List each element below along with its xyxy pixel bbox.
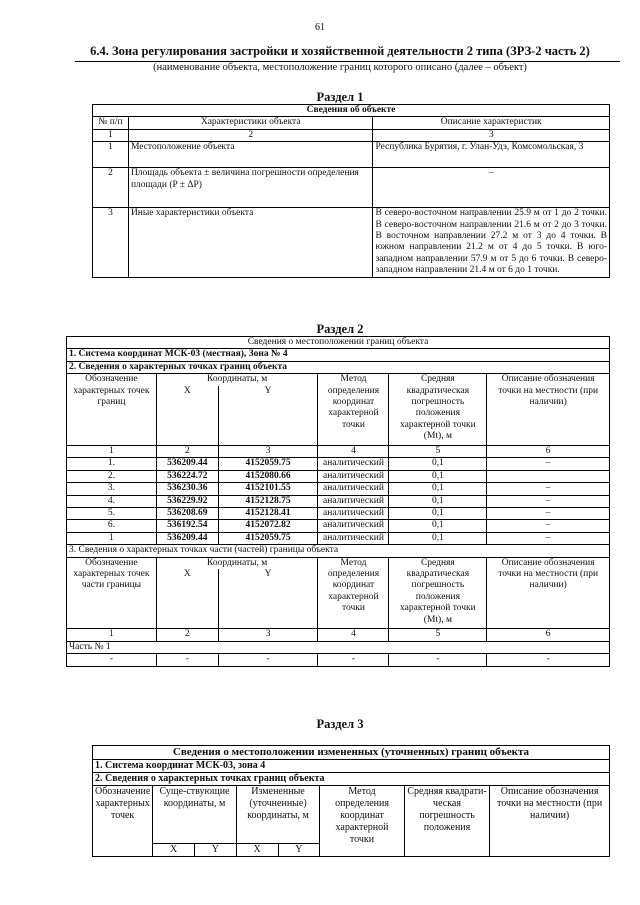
table-row bbox=[67, 532, 610, 544]
col-num: 5 bbox=[389, 629, 487, 641]
row-number: 2 bbox=[93, 168, 129, 208]
x-value: 536229.92 bbox=[156, 495, 218, 507]
col-num: 2 bbox=[156, 629, 218, 641]
part-cell: - bbox=[487, 654, 610, 666]
desc-value: – bbox=[487, 495, 610, 507]
page-subheading: (наименование объекта, местоположение границ которого описано (далее – объект) bbox=[153, 62, 527, 73]
x-value: 536209.44 bbox=[156, 532, 218, 544]
table-row bbox=[67, 495, 610, 507]
changed-boundaries-table bbox=[92, 745, 610, 857]
y-value: 4152101.55 bbox=[218, 483, 318, 495]
col-header-method: Метод определения координат характерной точки bbox=[318, 374, 389, 446]
col-header-coords: Координаты, м bbox=[156, 557, 318, 569]
section1-title: Раздел 1 bbox=[316, 90, 364, 104]
page-number: 61 bbox=[315, 22, 325, 33]
col-header-part-error: Средняя квадратическая погрешность положения характерной точки (Mt), м bbox=[389, 557, 487, 629]
col-header-designation: Обозначение характерных точек bbox=[93, 786, 153, 857]
col-header-desc: Описание обозначения точки на местности (при наличии) bbox=[490, 786, 610, 857]
table-title: Сведения об объекте bbox=[93, 105, 610, 117]
row-number: 1 bbox=[93, 142, 129, 168]
error-value: 0,1 bbox=[389, 458, 487, 470]
row-description: Республика Бурятия, г. Улан-Удэ, Комсомольская, 3 bbox=[373, 142, 610, 168]
row-number: 3 bbox=[93, 208, 129, 277]
col-num: 5 bbox=[389, 446, 487, 458]
error-value: 0,1 bbox=[389, 520, 487, 532]
row-description: – bbox=[373, 168, 610, 208]
table-row bbox=[67, 508, 610, 520]
col-header-desc: Описание обозначения точки на местности (при наличии) bbox=[487, 557, 610, 629]
coord-system: 1. Система координат МСК-03, зона 4 bbox=[93, 760, 610, 773]
col-header-coords: Координаты, м bbox=[156, 374, 318, 386]
part-cell: - bbox=[67, 654, 157, 666]
part-label: Часть № 1 bbox=[67, 641, 610, 653]
point-number: 5. bbox=[67, 508, 157, 520]
desc-value bbox=[487, 470, 610, 482]
col-header-y: Y bbox=[218, 386, 318, 446]
points-heading: 2. Сведения о характерных точках границ объекта bbox=[67, 361, 610, 373]
page-heading: 6.4. Зона регулирования застройки и хозяйственной деятельности 2 типа (ЗРЗ-2 часть 2) bbox=[90, 44, 590, 58]
x-value: 536230.36 bbox=[156, 483, 218, 495]
y-value: 4152128.75 bbox=[218, 495, 318, 507]
col-header-x: X bbox=[236, 844, 278, 857]
table-row bbox=[67, 654, 610, 666]
table-row bbox=[67, 483, 610, 495]
col-header-existing: Суще-ствующие координаты, м bbox=[153, 786, 236, 844]
col-header-y: Y bbox=[195, 844, 237, 857]
x-value: 536224.72 bbox=[156, 470, 218, 482]
desc-value: – bbox=[487, 520, 610, 532]
table-row bbox=[67, 458, 610, 470]
method-value: аналитический bbox=[318, 495, 389, 507]
col-header-num: № п/п bbox=[93, 117, 129, 129]
col-header-description: Описание характеристик bbox=[373, 117, 610, 129]
row-name: Иные характеристики объекта bbox=[128, 208, 373, 277]
col-num: 2 bbox=[128, 129, 373, 141]
table-row bbox=[93, 208, 610, 277]
section3-title: Раздел 3 bbox=[316, 717, 364, 731]
col-header-error: Средняя квадратическая погрешность положения характерной точки (Mt), м bbox=[389, 374, 487, 446]
part-cell: - bbox=[318, 654, 389, 666]
col-num: 6 bbox=[487, 629, 610, 641]
coord-system: 1. Система координат МСК-03 (местная), Зона № 4 bbox=[67, 349, 610, 361]
point-number: 1 bbox=[67, 532, 157, 544]
col-header-designation: Обозначение характерных точек границ bbox=[67, 374, 157, 446]
col-num: 4 bbox=[318, 629, 389, 641]
col-num: 1 bbox=[67, 629, 157, 641]
row-name: Местоположение объекта bbox=[128, 142, 373, 168]
y-value: 4152059.75 bbox=[218, 532, 318, 544]
col-header-error: Средняя квадрати-ческая погрешность положения bbox=[404, 786, 489, 857]
col-header-x: X bbox=[153, 844, 195, 857]
y-value: 4152080.66 bbox=[218, 470, 318, 482]
point-number: 3. bbox=[67, 483, 157, 495]
table-title: Сведения о местоположении границ объекта bbox=[67, 337, 610, 349]
table-row bbox=[67, 470, 610, 482]
desc-value: – bbox=[487, 532, 610, 544]
method-value: аналитический bbox=[318, 532, 389, 544]
part-cell: - bbox=[389, 654, 487, 666]
col-num: 1 bbox=[67, 446, 157, 458]
method-value: аналитический bbox=[318, 458, 389, 470]
col-header-y: Y bbox=[278, 844, 320, 857]
y-value: 4152072.82 bbox=[218, 520, 318, 532]
table-row bbox=[93, 142, 610, 168]
method-value: аналитический bbox=[318, 520, 389, 532]
col-header-x: X bbox=[156, 569, 218, 629]
desc-value: – bbox=[487, 458, 610, 470]
x-value: 536192.54 bbox=[156, 520, 218, 532]
desc-value: – bbox=[487, 483, 610, 495]
object-info-table bbox=[92, 104, 610, 278]
error-value: 0,1 bbox=[389, 532, 487, 544]
section2-title: Раздел 2 bbox=[316, 322, 364, 336]
point-number: 4. bbox=[67, 495, 157, 507]
col-header-method: Метод определения координат характерной точки bbox=[318, 557, 389, 629]
row-description: В северо-восточном направлении 25.9 м от 1 до 2 точки. В северо-восточном направлении 21.6 м от 2 до 3 точки. В восточном направлении 27.2 м от 3 до 4 точки. В южном направлении 21.2 м от 4 до 5 точки. В юго-западном направлении 57.9 м от 5 до 6 точки. В северо-западном направлении 21.4 м от 6 до 1 точки. bbox=[373, 208, 610, 277]
y-value: 4152128.41 bbox=[218, 508, 318, 520]
error-value: 0,1 bbox=[389, 483, 487, 495]
col-num: 4 bbox=[318, 446, 389, 458]
method-value: аналитический bbox=[318, 470, 389, 482]
table-title: Сведения о местоположении измененных (уточненных) границ объекта bbox=[93, 746, 610, 760]
col-header-x: X bbox=[156, 386, 218, 446]
col-header-characteristic: Характеристики объекта bbox=[128, 117, 373, 129]
method-value: аналитический bbox=[318, 508, 389, 520]
method-value: аналитический bbox=[318, 483, 389, 495]
col-num: 3 bbox=[218, 629, 318, 641]
col-header-part-designation: Обозначение характерных точек части границы bbox=[67, 557, 157, 629]
col-header-method: Метод определения координат характерной точки bbox=[320, 786, 404, 857]
points-heading: 2. Сведения о характерных точках границ объекта bbox=[93, 773, 610, 786]
error-value: 0,1 bbox=[389, 495, 487, 507]
col-header-changed: Измененные (уточненные) координаты, м bbox=[236, 786, 320, 844]
boundary-points-table bbox=[66, 336, 610, 667]
error-value: 0,1 bbox=[389, 508, 487, 520]
col-header-desc: Описание обозначения точки на местности (при наличии) bbox=[487, 374, 610, 446]
part-cell: - bbox=[218, 654, 318, 666]
error-value: 0,1 bbox=[389, 470, 487, 482]
col-num: 1 bbox=[93, 129, 129, 141]
desc-value: – bbox=[487, 508, 610, 520]
col-num: 2 bbox=[156, 446, 218, 458]
y-value: 4152059.75 bbox=[218, 458, 318, 470]
row-name: Площадь объекта ± величина погрешности определения площади (P ± ΔP) bbox=[128, 168, 373, 208]
x-value: 536208.69 bbox=[156, 508, 218, 520]
part-heading: 3. Сведения о характерных точках части (частей) границы объекта bbox=[67, 545, 610, 557]
col-header-y: Y bbox=[218, 569, 318, 629]
part-cell: - bbox=[156, 654, 218, 666]
table-row bbox=[93, 168, 610, 208]
col-num: 3 bbox=[373, 129, 610, 141]
col-num: 6 bbox=[487, 446, 610, 458]
x-value: 536209.44 bbox=[156, 458, 218, 470]
point-number: 1. bbox=[67, 458, 157, 470]
table-row bbox=[67, 520, 610, 532]
point-number: 6. bbox=[67, 520, 157, 532]
point-number: 2. bbox=[67, 470, 157, 482]
col-num: 3 bbox=[218, 446, 318, 458]
